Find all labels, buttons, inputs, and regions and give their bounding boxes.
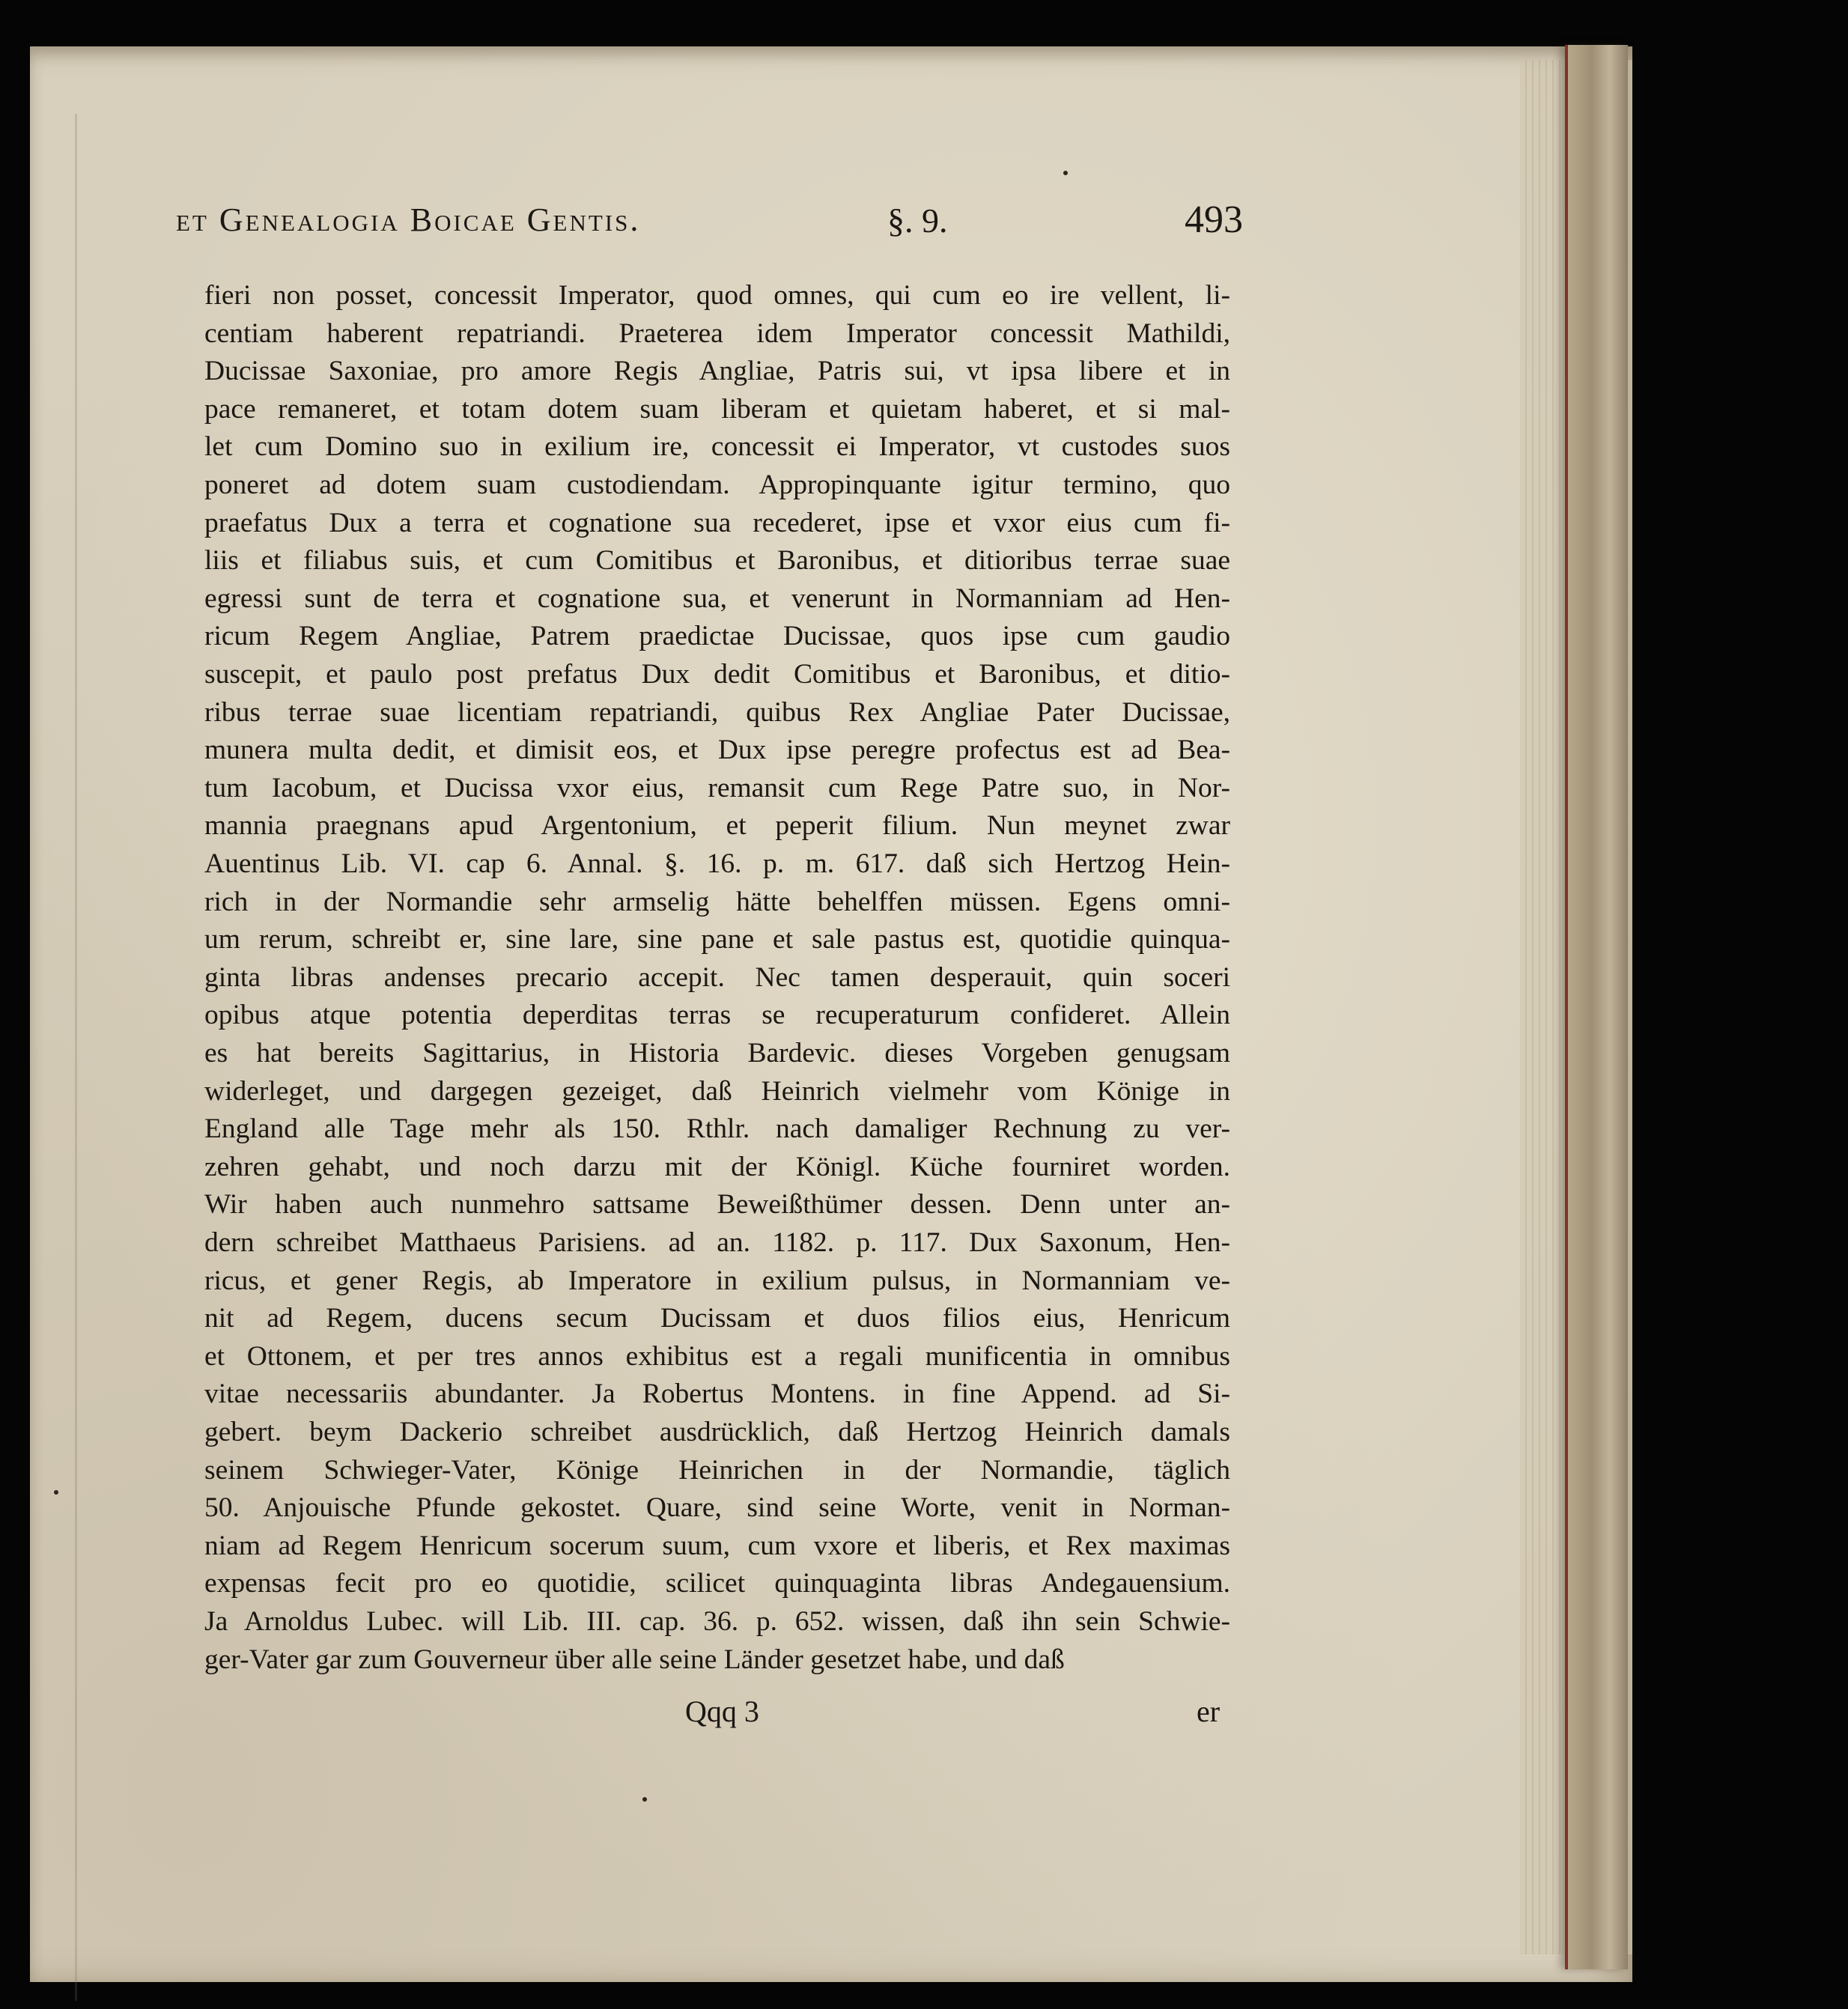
text-line: ginta libras andenses precario accepit. Nec tamen desperauit, quin soceri (204, 961, 1230, 993)
text-line: widerleget, und dargegen gezeiget, daß Heinrich vielmehr vom Könige in (204, 1075, 1230, 1107)
text-line: vitae necessariis abundanter. Ja Robertus Montens. in fine Append. ad Si- (204, 1379, 1230, 1410)
text-line: ribus terrae suae licentiam repatriandi, quibus Rex Angliae Pater Ducissae, (204, 696, 1230, 728)
text-line: poneret ad dotem suam custodiendam. Appropinquante igitur termino, quo (204, 469, 1230, 500)
page-number: 493 (1185, 198, 1243, 241)
running-head-title: et Genealogia Boicae Gentis. (176, 201, 641, 238)
text-line: es hat bereits Sagittarius, in Historia Bardevic. dieses Vorgeben genugsam (204, 1038, 1230, 1069)
text-line: 50. Anjouische Pfunde gekostet. Quare, sind seine Worte, venit in Norman- (204, 1492, 1230, 1524)
text-line: nit ad Regem, ducens secum Ducissam et duos filios eius, Henricum (204, 1303, 1230, 1334)
text-line: ricus, et gener Regis, ab Imperatore in exilium pulsus, in Normanniam ve- (204, 1265, 1230, 1296)
text-line: centiam haberent repatriandi. Praeterea idem Imperator concessit Mathildi, (204, 317, 1230, 349)
text-line: dern schreibet Matthaeus Parisiens. ad an. 1182. p. 117. Dux Saxonum, Hen- (204, 1227, 1230, 1258)
text-line: um rerum, schreibt er, sine lare, sine pane et sale pastus est, quotidie quinqua- (204, 924, 1230, 955)
text-line: zehren gehabt, und noch darzu mit der Königl. Küche fourniret worden. (204, 1151, 1230, 1182)
text-line: expensas fecit pro eo quotidie, scilicet quinquaginta libras Andegauensium. (204, 1568, 1230, 1599)
text-line: opibus atque potentia deperditas terras se recuperaturum confideret. Allein (204, 1000, 1230, 1031)
text-line: praefatus Dux a terra et cognatione sua recederet, ipse et vxor eius cum fi- (204, 507, 1230, 538)
catchword: er (1197, 1695, 1221, 1728)
text-line: suscepit, et paulo post prefatus Dux dedit Comitibus et Baronibus, et ditio- (204, 659, 1230, 690)
text-line: Ja Arnoldus Lubec. will Lib. III. cap. 36. p. 652. wissen, daß ihn sein Schwie- (204, 1606, 1230, 1637)
text-line: ricum Regem Angliae, Patrem praedictae Ducissae, quos ipse cum gaudio (204, 621, 1230, 652)
text-line: egressi sunt de terra et cognatione sua, et venerunt in Normanniam ad Hen- (204, 583, 1230, 614)
book-cover-edge (1565, 45, 1628, 1969)
paper-speck (54, 1490, 58, 1495)
text-line: seinem Schwieger-Vater, Könige Heinrichen in der Normandie, täglich (204, 1454, 1230, 1486)
gutter-shadow (75, 114, 77, 2001)
text-line: rich in der Normandie sehr armselig hätte behelffen müssen. Egens omni- (204, 886, 1230, 917)
text-line: liis et filiabus suis, et cum Comitibus et Baronibus, et ditioribus terrae suae (204, 545, 1230, 577)
text-line: fieri non posset, concessit Imperator, quod omnes, qui cum eo ire vellent, li- (204, 280, 1230, 311)
text-line: Ducissae Saxoniae, pro amore Regis Angliae, Patris sui, vt ipsa libere et in (204, 356, 1230, 387)
running-head (176, 198, 1243, 253)
paper-speck (1063, 171, 1068, 175)
text-line: pace remaneret, et totam dotem suam liberam et quietam haberet, et si mal- (204, 393, 1230, 425)
signature-mark: Qqq 3 (685, 1695, 759, 1728)
text-line: mannia praegnans apud Argentonium, et peperit filium. Nun meynet zwar (204, 810, 1230, 842)
text-line: tum Iacobum, et Ducissa vxor eius, remansit cum Rege Patre suo, in Nor- (204, 772, 1230, 803)
text-line: munera multa dedit, et dimisit eos, et Dux ipse peregre profectus est ad Bea- (204, 735, 1230, 766)
section-number: §. 9. (887, 201, 948, 240)
text-line: Wir haben auch nunmehro sattsame Beweißthümer dessen. Denn unter an- (204, 1189, 1230, 1221)
text-line: Auentinus Lib. VI. cap 6. Annal. §. 16. p. m. 617. daß sich Hertzog Hein- (204, 848, 1230, 879)
text-line: let cum Domino suo in exilium ire, concessit ei Imperator, vt custodes suos (204, 431, 1230, 463)
paper-speck (642, 1797, 647, 1802)
text-line: gebert. beym Dackerio schreibet ausdrücklich, daß Hertzog Heinrich damals (204, 1417, 1230, 1447)
text-line: niam ad Regem Henricum socerum suum, cum vxore et liberis, et Rex maximas (204, 1530, 1230, 1561)
text-line: ger-Vater gar zum Gouverneur über alle seine Länder gesetzet habe, und daß (204, 1644, 1065, 1675)
text-line: et Ottonem, et per tres annos exhibitus est a regali munificentia in omnibus (204, 1340, 1230, 1372)
text-line: England alle Tage mehr als 150. Rthlr. nach damaliger Rechnung zu ver- (204, 1113, 1230, 1145)
